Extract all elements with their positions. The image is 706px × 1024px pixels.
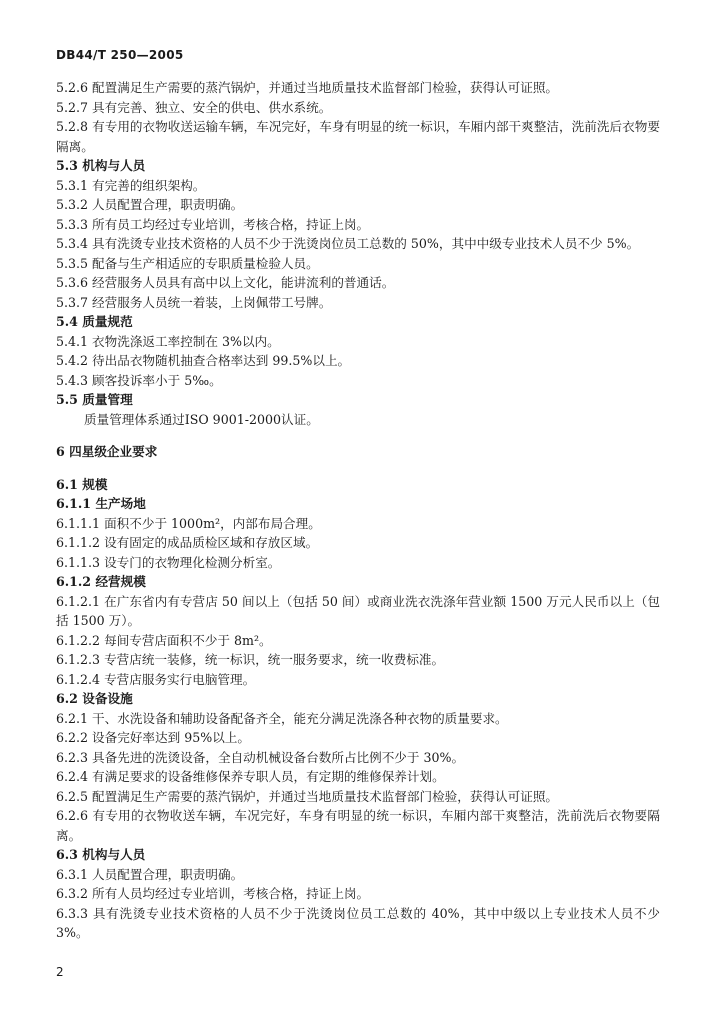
clause-text: 5.2.8 有专用的衣物收送运输车辆，车况完好，车身有明显的统一标识，车厢内部干爽整洁，洗前洗后衣物要隔离。 xyxy=(56,119,660,154)
clause-text: 6.2.6 有专用的衣物收送车辆，车况完好，车身有明显的统一标识，车厢内部干爽整洁，洗前洗后衣物要隔离。 xyxy=(56,808,660,843)
clause-text: 6.2.4 有满足要求的设备维修保养专职人员，有定期的维修保养计划。 xyxy=(56,769,445,784)
clause-text: 6.1.1.2 设有固定的成品质检区域和存放区域。 xyxy=(56,535,319,550)
clause-text: 6.2.5 配置满足生产需要的蒸汽锅炉，并通过当地质量技术监督部门检验，获得认可证照。 xyxy=(56,788,559,804)
clause-text: 6.3.3 具有洗烫专业技术资格的人员不少于洗烫岗位员工总数的 40%，其中中级以上专业技术人员不少 3%。 xyxy=(56,905,660,940)
clause-text: 6.1.2.3 专营店统一装修，统一标识，统一服务要求，统一收费标准。 xyxy=(56,652,445,667)
standard-code-header: DB44/T 250—2005 xyxy=(56,48,184,62)
page-number: 2 xyxy=(56,965,64,979)
section-heading: 6.1 规模 xyxy=(56,476,108,492)
section-heading: 5.3 机构与人员 xyxy=(56,158,146,173)
clause-text: 5.2.6 配置满足生产需要的蒸汽锅炉，并通过当地质量技术监督部门检验，获得认可证照。 xyxy=(56,80,559,95)
section-heading: 6.3 机构与人员 xyxy=(56,847,146,862)
clause-text: 6.2.3 具备先进的洗烫设备，全自动机械设备台数所占比例不少于 30%。 xyxy=(56,749,465,765)
clause-text: 5.3.7 经营服务人员统一着装，上岗佩带工号牌。 xyxy=(56,294,332,310)
clause-text: 5.3.5 配备与生产相适应的专职质量检验人员。 xyxy=(56,255,319,271)
section-heading: 5.5 质量管理 xyxy=(56,392,133,407)
clause-text: 5.3.3 所有员工均经过专业培训，考核合格，持证上岗。 xyxy=(56,216,370,232)
section-heading: 6.1.1 生产场地 xyxy=(56,496,146,511)
document-body xyxy=(56,78,660,943)
clause-text: 5.3.1 有完善的组织架构。 xyxy=(56,177,206,193)
clause-text: 5.2.7 具有完善、独立、安全的供电、供水系统。 xyxy=(56,99,332,115)
clause-text: 质量管理体系通过ISO 9001-2000认证。 xyxy=(84,411,319,427)
clause-text: 6.1.2.4 专营店服务实行电脑管理。 xyxy=(56,671,256,687)
clause-text: 5.3.2 人员配置合理，职责明确。 xyxy=(56,197,244,212)
clause-text: 5.4.2 待出品衣物随机抽查合格率达到 99.5%以上。 xyxy=(56,353,351,368)
section-heading: 5.4 质量规范 xyxy=(56,314,133,329)
clause-text: 5.3.6 经营服务人员具有高中以上文化，能讲流利的普通话。 xyxy=(56,275,395,290)
clause-text: 6.1.1.1 面积不少于 1000m²，内部布局合理。 xyxy=(56,515,321,531)
clause-text: 6.1.1.3 设专门的衣物理化检测分析室。 xyxy=(56,554,281,570)
clause-text: 5.3.4 具有洗烫专业技术资格的人员不少于洗烫岗位员工总数的 50%，其中中级专业技术人员不少 5%。 xyxy=(56,236,640,251)
section-heading: 6.2 设备设施 xyxy=(56,691,133,706)
clause-text: 6.2.2 设备完好率达到 95%以上。 xyxy=(56,730,250,745)
clause-text: 5.4.3 顾客投诉率小于 5‰。 xyxy=(56,372,222,388)
section-heading: 6 四星级企业要求 xyxy=(56,444,158,459)
section-heading: 6.1.2 经营规模 xyxy=(56,574,146,589)
clause-text: 6.3.1 人员配置合理，职责明确。 xyxy=(56,866,244,882)
clause-text: 6.2.1 干、水洗设备和辅助设备配备齐全，能充分满足洗涤各种衣物的质量要求。 xyxy=(56,710,508,726)
clause-text: 6.1.2.2 每间专营店面积不少于 8m²。 xyxy=(56,632,272,648)
clause-text: 6.3.2 所有人员均经过专业培训，考核合格，持证上岗。 xyxy=(56,886,370,901)
clause-text: 5.4.1 衣物洗涤返工率控制在 3%以内。 xyxy=(56,333,280,349)
clause-text: 6.1.2.1 在广东省内有专营店 50 间以上（包括 50 间）或商业洗衣洗涤年营业额 1500 万元人民币以上（包括 1500 万）。 xyxy=(56,593,660,628)
